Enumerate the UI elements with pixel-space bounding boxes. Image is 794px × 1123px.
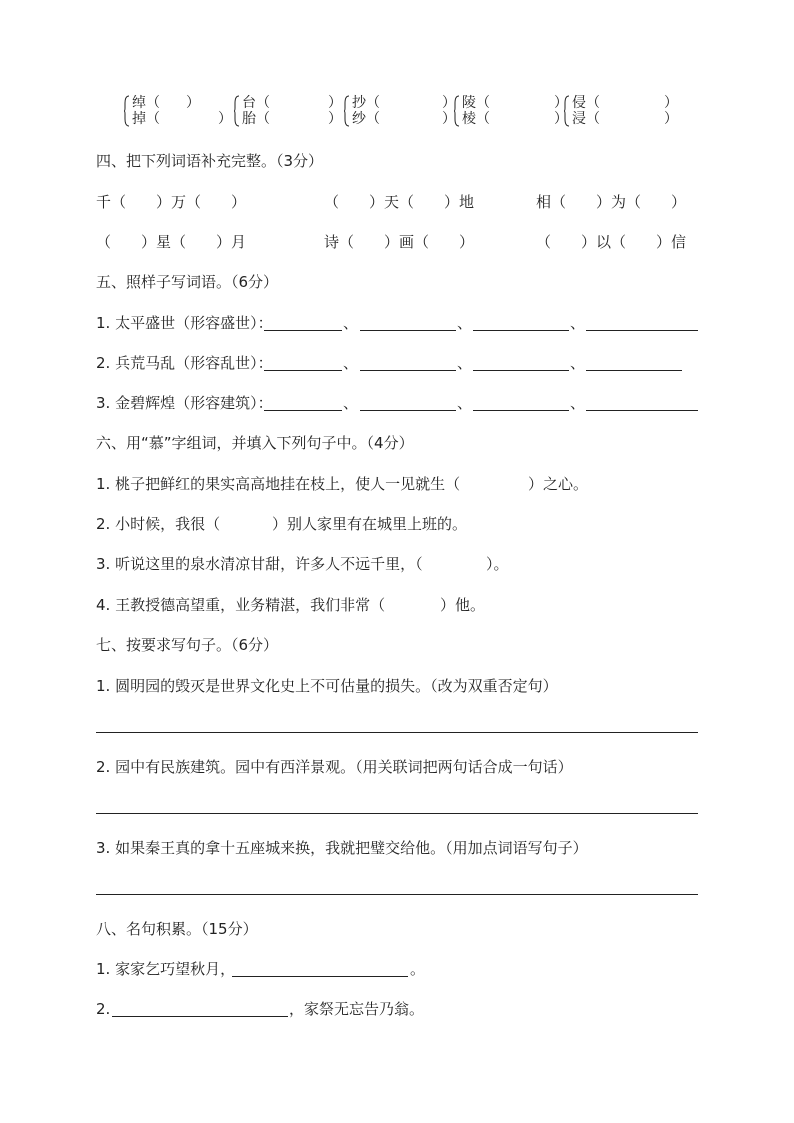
pair-bottom-close: ） xyxy=(664,111,678,127)
sentence-3-after: ）。 xyxy=(486,555,509,573)
sentence-2-after: ）别人家里有在城里上班的。 xyxy=(272,515,468,533)
word-item-1-label: 1. 太平盛世（形容盛世）： xyxy=(96,314,273,332)
separator: 、 xyxy=(343,314,359,332)
pair-bottom-close: ） xyxy=(328,111,342,127)
pair-bottom-close: ） xyxy=(554,111,568,127)
idiom-fill-2: （ ）天（ ）地 xyxy=(324,193,475,211)
separator: 、 xyxy=(343,354,359,372)
section-6-title: 六、用“慕”字组词，并填入下列句子中。（4分） xyxy=(96,434,414,452)
sentence-4-after: ）他。 xyxy=(440,596,486,614)
answer-line[interactable] xyxy=(96,813,698,814)
pair-top-close: ） xyxy=(328,95,342,111)
pair-top-text: 绰（ xyxy=(132,95,160,111)
pair-top-close: ） xyxy=(442,95,456,111)
answer-blank[interactable] xyxy=(473,370,569,371)
separator: 、 xyxy=(457,354,473,372)
pair-bottom-text: 纱（ xyxy=(352,111,380,127)
answer-blank[interactable] xyxy=(360,410,456,411)
sentence-3-before: 3. 听说这里的泉水清凉甘甜，许多人不远千里，（ xyxy=(96,555,423,573)
separator: 、 xyxy=(570,314,586,332)
brace-icon xyxy=(344,95,350,127)
idiom-fill-4: （ ）星（ ）月 xyxy=(96,233,247,251)
quote-1-after: 。 xyxy=(410,960,426,978)
idiom-fill-6: （ ）以（ ）信 xyxy=(536,233,687,251)
answer-line[interactable] xyxy=(96,732,698,733)
rewrite-item-2: 2. 园中有民族建筑。园中有西洋景观。（用关联词把两句话合成一句话） xyxy=(96,758,573,776)
separator: 、 xyxy=(570,354,586,372)
answer-blank[interactable] xyxy=(264,370,342,371)
sentence-1-before: 1. 桃子把鲜红的果实高高地挂在枝上，使人一见就生（ xyxy=(96,475,461,493)
pair-bottom-text: 棱（ xyxy=(462,111,490,127)
separator: 、 xyxy=(457,394,473,412)
answer-blank[interactable] xyxy=(360,330,456,331)
word-item-3-label: 3. 金碧辉煌（形容建筑）： xyxy=(96,394,273,412)
section-4-title: 四、把下列词语补充完整。（3分） xyxy=(96,152,324,170)
answer-line[interactable] xyxy=(96,894,698,895)
separator: 、 xyxy=(570,394,586,412)
answer-blank[interactable] xyxy=(232,976,408,977)
pair-top-close: ） xyxy=(664,95,678,111)
answer-blank[interactable] xyxy=(112,1016,288,1017)
idiom-fill-5: 诗（ ）画（ ） xyxy=(324,233,475,251)
answer-blank[interactable] xyxy=(586,410,698,411)
section-8-title: 八、名句积累。（15分） xyxy=(96,920,258,938)
sentence-1-after: ）之心。 xyxy=(528,475,589,493)
answer-blank[interactable] xyxy=(360,370,456,371)
word-item-2-label: 2. 兵荒马乱（形容乱世）： xyxy=(96,354,273,372)
sentence-2-before: 2. 小时候，我很（ xyxy=(96,515,221,533)
idiom-fill-1: 千（ ）万（ ） xyxy=(96,193,247,211)
pair-top-text: 陵（ xyxy=(462,95,490,111)
pair-top-text: 抄（ xyxy=(352,95,380,111)
pair-top-text: 侵（ xyxy=(572,95,600,111)
idiom-fill-3: 相（ ）为（ ） xyxy=(536,193,687,211)
brace-icon xyxy=(564,95,570,127)
pair-top-close: ） xyxy=(554,95,568,111)
answer-blank[interactable] xyxy=(586,330,698,331)
rewrite-item-1: 1. 圆明园的毁灭是世界文化史上不可估量的损失。（改为双重否定句） xyxy=(96,677,558,695)
pair-bottom-text: 胎（ xyxy=(242,111,270,127)
pair-bottom-text: 浸（ xyxy=(572,111,600,127)
brace-icon xyxy=(234,95,240,127)
quote-2-before: 2. xyxy=(96,1000,111,1018)
sentence-4-before: 4. 王教授德高望重，业务精湛，我们非常（ xyxy=(96,596,386,614)
pair-top-text: 台（ xyxy=(242,95,270,111)
separator: 、 xyxy=(343,394,359,412)
answer-blank[interactable] xyxy=(473,410,569,411)
pair-bottom-text: 掉（ xyxy=(132,111,160,127)
section-7-title: 七、按要求写句子。（6分） xyxy=(96,636,279,654)
answer-blank[interactable] xyxy=(473,330,569,331)
brace-icon xyxy=(124,95,130,127)
pair-bottom-close: ） xyxy=(218,111,232,127)
answer-blank[interactable] xyxy=(264,410,342,411)
answer-blank[interactable] xyxy=(586,370,682,371)
rewrite-item-3: 3. 如果秦王真的拿十五座城来换，我就把璧交给他。（用加点词语写句子） xyxy=(96,839,588,857)
quote-2-after: ，家祭无忘告乃翁。 xyxy=(289,1000,425,1018)
brace-icon xyxy=(454,95,460,127)
quote-1-before: 1. 家家乞巧望秋月， xyxy=(96,960,236,978)
separator: 、 xyxy=(457,314,473,332)
pair-bottom-close: ） xyxy=(442,111,456,127)
answer-blank[interactable] xyxy=(264,330,342,331)
section-5-title: 五、照样子写词语。（6分） xyxy=(96,273,279,291)
pair-top-close: ） xyxy=(186,95,200,111)
